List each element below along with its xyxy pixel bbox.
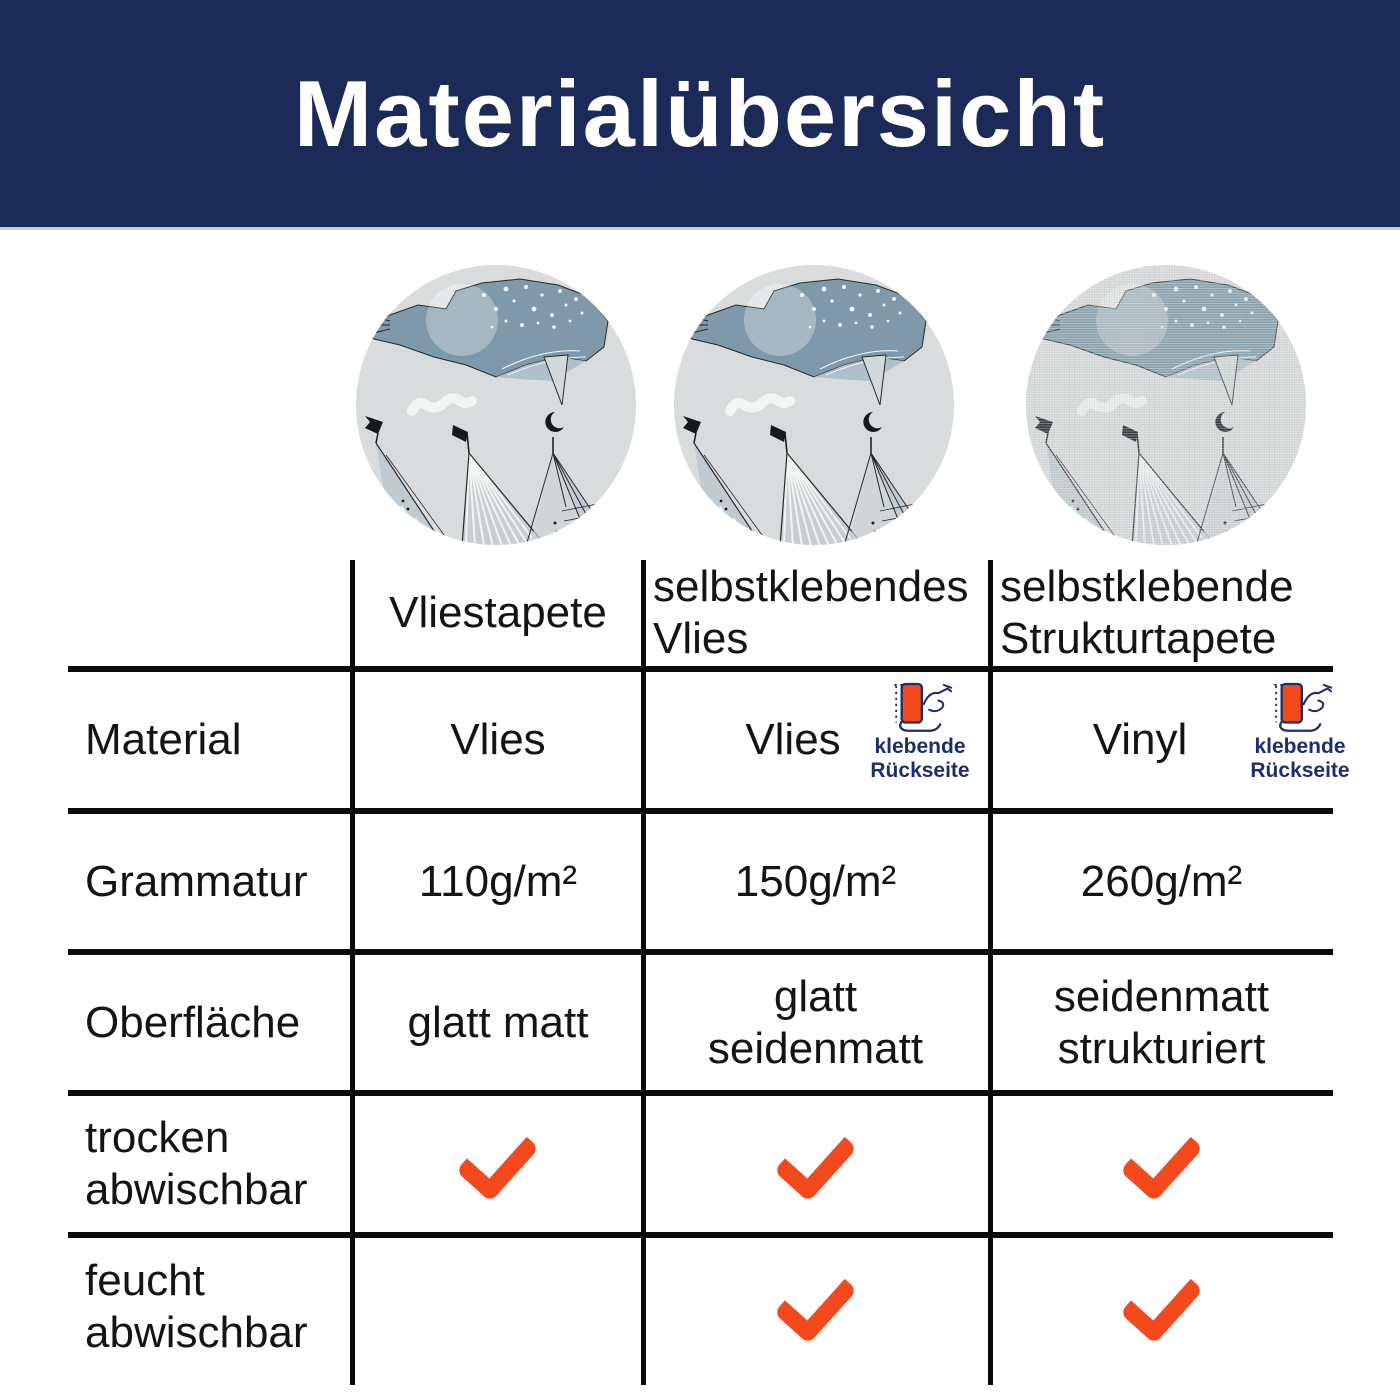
adhesive-badge-label: klebende [1254,735,1346,758]
column-header-label: selbstklebendes [653,562,969,611]
peel-sticker-icon [887,680,953,732]
row-label-trocken-abwischbar: trocken abwischbar [85,1113,308,1214]
adhesive-badge-label: klebende [874,735,966,758]
wallpaper-preview-selbstklebendes-vlies [674,265,954,545]
column-header-label: selbstklebende [1000,562,1294,611]
cell-material-3: Vinyl [1092,715,1188,764]
row-divider [68,949,1333,955]
peel-sticker-icon [1267,680,1333,732]
adhesive-badge-label: Rückseite [1250,759,1350,782]
check-icon [775,1124,855,1204]
cell-material-1: Vlies [450,715,546,764]
row-label-oberflaeche: Oberfläche [85,998,301,1047]
adhesive-badge [1244,680,1356,783]
check-icon [457,1124,537,1204]
column-header-selbstklebendes-vlies [653,560,988,666]
cell-grammatur-3: 260g/m² [1080,856,1243,906]
adhesive-badge [864,680,976,783]
cell-oberflaeche-3: seidenmatt strukturiert [1053,972,1270,1073]
cell-grammatur-2: 150g/m² [734,856,897,906]
check-icon [1121,1266,1201,1346]
wallpaper-preview-vliestapete [356,265,636,545]
wallpaper-preview-strukturtapete [1026,265,1306,545]
column-header-label: Strukturtapete [1000,614,1277,663]
column-header-strukturtapete [1000,560,1333,666]
cell-oberflaeche-1: glatt matt [407,998,589,1047]
row-label-material: Material [85,715,242,764]
page-title: Materialübersicht [293,60,1107,166]
cell-oberflaeche-2: glatt seidenmatt [707,972,924,1073]
check-icon [775,1266,855,1346]
cell-grammatur-1: 110g/m² [418,856,578,906]
cell-material-2: Vlies [745,715,841,764]
column-header-vliestapete [355,560,641,666]
adhesive-badge-label: Rückseite [870,759,970,782]
row-label-grammatur: Grammatur [85,856,308,906]
column-header-label: Vliestapete [389,588,607,637]
check-icon [1121,1124,1201,1204]
row-label-feucht-abwischbar: feucht abwischbar [85,1255,308,1357]
header-banner [0,0,1400,230]
column-header-label: Vlies [653,614,749,663]
